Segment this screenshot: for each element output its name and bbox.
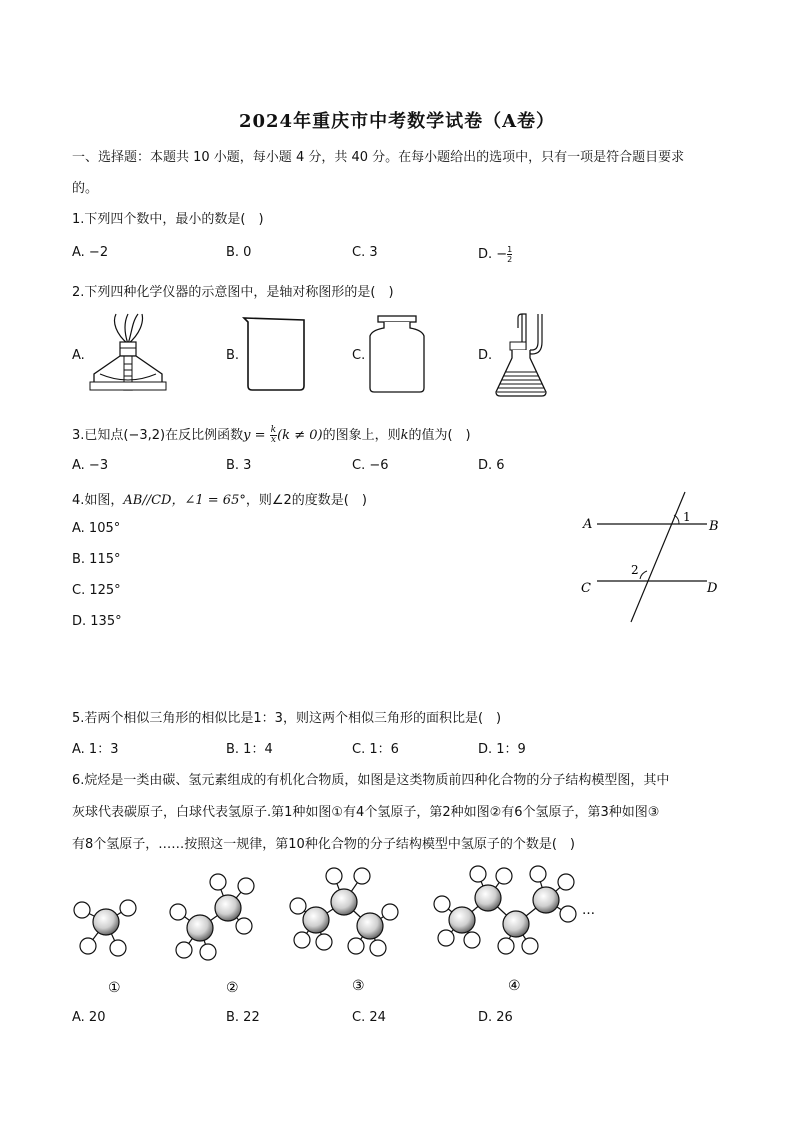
q1-option-d-prefix: D. −: [478, 247, 508, 262]
q4-stem-c: ，则∠2的度数是( ): [245, 493, 367, 508]
label-a: A: [583, 517, 593, 532]
caption-4: ④: [508, 978, 521, 994]
q3-option-c[interactable]: C. −6: [352, 458, 389, 473]
q1-d-numerator: 1: [507, 245, 513, 254]
q6-option-b[interactable]: B. 22: [226, 1010, 260, 1025]
q2-option-c[interactable]: C.: [352, 348, 366, 363]
q3-option-b[interactable]: B. 3: [226, 458, 252, 473]
q6-option-d[interactable]: D. 26: [478, 1010, 513, 1025]
caption-2: ②: [226, 980, 239, 996]
q5-stem: 5.若两个相似三角形的相似比是1：3，则这两个相似三角形的面积比是( ): [72, 711, 502, 726]
caption-1: ①: [108, 980, 121, 996]
q2-stem: 2.下列四种化学仪器的示意图中，是轴对称图形的是( ): [72, 285, 394, 300]
q3-stem-b: 的图象上，则: [322, 428, 401, 443]
q5-option-a[interactable]: A. 1：3: [72, 742, 119, 757]
q5-option-d[interactable]: D. 1：9: [478, 742, 526, 757]
q3-option-d[interactable]: D. 6: [478, 458, 505, 473]
q3-stem-a: 3.已知点(−3,2)在反比例函数: [72, 428, 244, 443]
caption-3: ③: [352, 978, 365, 994]
section-heading-line1: 一、选择题：本题共 10 小题，每小题 4 分，共 40 分。在每小题给出的选项中，只有一项是符合题目要求: [72, 150, 685, 165]
q4-option-c[interactable]: C. 125°: [72, 583, 121, 598]
q2-option-b[interactable]: B.: [226, 348, 240, 363]
q3-func-numerator: k: [270, 425, 277, 435]
q6-stem-line1: 6.烷烃是一类由碳、氢元素组成的有机化合物质，如图是这类物质前四种化合物的分子结构模型图，其中: [72, 773, 670, 788]
label-c: C: [581, 581, 591, 596]
q4-option-d[interactable]: D. 135°: [72, 614, 122, 629]
q4-stem-a: 4.如图，: [72, 493, 124, 508]
q3-stem-c: 的值为( ): [408, 428, 471, 443]
q1-option-a[interactable]: A. −2: [72, 245, 109, 260]
molecule-2: [170, 874, 254, 960]
q2-option-d[interactable]: D.: [478, 348, 493, 363]
q3-func-y: y =: [243, 428, 270, 443]
molecule-4: [434, 866, 576, 954]
q1-option-b[interactable]: B. 0: [226, 245, 252, 260]
q1-d-denominator: 2: [507, 255, 513, 264]
section-heading-line2: 的。: [72, 181, 99, 196]
q3-stem: [72, 424, 471, 445]
reagent-bottle-figure: [368, 314, 426, 394]
q1-stem: 1.下列四个数中，最小的数是( ): [72, 212, 264, 227]
transversal-line: [631, 492, 685, 622]
q3-func-fraction: [270, 426, 277, 445]
q1-option-d-fraction: [507, 245, 512, 264]
molecule-models-figure: [60, 860, 620, 1000]
q1-option-d[interactable]: [478, 245, 512, 264]
label-angle-1: 1: [683, 510, 691, 524]
label-angle-2: 2: [631, 563, 639, 577]
q5-option-c[interactable]: C. 1：6: [352, 742, 399, 757]
q3-func-denominator: x: [270, 435, 276, 445]
q3-func-condition: (k ≠ 0): [277, 428, 323, 443]
q6-option-c[interactable]: C. 24: [352, 1010, 386, 1025]
parallel-lines-figure: [575, 488, 725, 628]
q3-stem-k: k: [400, 428, 409, 443]
q1-option-c[interactable]: C. 3: [352, 245, 378, 260]
q5-option-b[interactable]: B. 1：4: [226, 742, 273, 757]
q4-option-b[interactable]: B. 115°: [72, 552, 121, 567]
q2-option-a[interactable]: A.: [72, 348, 85, 363]
molecule-ellipsis: …: [582, 903, 595, 918]
beaker-figure: [240, 316, 312, 394]
page-title: 2024年重庆市中考数学试卷（A卷）: [238, 111, 556, 132]
alcohol-lamp-figure: [86, 312, 170, 398]
q6-stem-line2: 灰球代表碳原子，白球代表氢原子.第1种如图①有4个氢原子，第2种如图②有6个氢原子，第3种如图③: [72, 805, 660, 820]
q6-stem-line3: 有8个氢原子，……按照这一规律，第10种化合物的分子结构模型中氢原子的个数是( ): [72, 837, 575, 852]
flask-apparatus-figure: [492, 312, 552, 398]
q4-stem: [72, 489, 367, 508]
label-b: B: [709, 519, 719, 534]
label-d: D: [707, 581, 718, 596]
q4-option-a[interactable]: A. 105°: [72, 521, 121, 536]
molecule-1: [74, 900, 136, 956]
angle-2-arc: [640, 571, 647, 579]
molecule-3: [290, 868, 398, 956]
q4-stem-b: AB//CD，∠1 = 65°: [123, 493, 246, 508]
q6-option-a[interactable]: A. 20: [72, 1010, 106, 1025]
q3-option-a[interactable]: A. −3: [72, 458, 109, 473]
